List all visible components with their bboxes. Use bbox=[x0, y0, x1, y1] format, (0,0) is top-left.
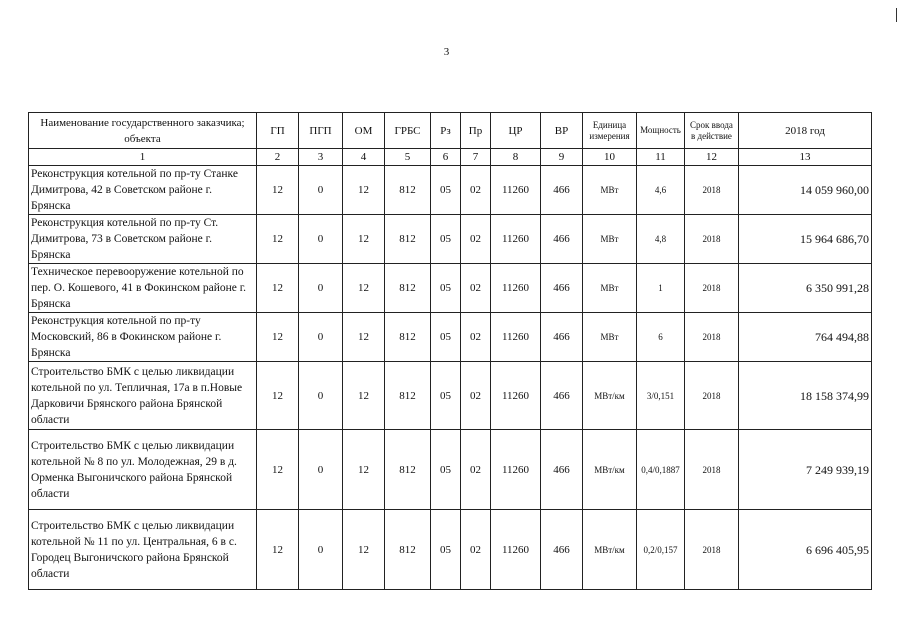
pr-cell: 02 bbox=[461, 264, 491, 313]
header-cell-year-2018: 2018 год bbox=[739, 113, 872, 149]
pr-cell: 02 bbox=[461, 215, 491, 264]
scan-edge-mark bbox=[896, 8, 897, 22]
year-cell: 2018 bbox=[685, 264, 739, 313]
header-cell-pr: Пр bbox=[461, 113, 491, 149]
column-number-row bbox=[29, 149, 872, 166]
column-number: 9 bbox=[541, 149, 583, 166]
table-row bbox=[29, 313, 872, 362]
power-cell: 0,4/0,1887 bbox=[637, 430, 685, 510]
column-number: 12 bbox=[685, 149, 739, 166]
cr-cell: 11260 bbox=[491, 510, 541, 590]
cr-cell: 11260 bbox=[491, 313, 541, 362]
gp-cell: 12 bbox=[257, 510, 299, 590]
unit-cell: МВт bbox=[583, 313, 637, 362]
om-cell: 12 bbox=[343, 510, 385, 590]
gp-cell: 12 bbox=[257, 264, 299, 313]
header-cell-om: ОМ bbox=[343, 113, 385, 149]
column-number: 8 bbox=[491, 149, 541, 166]
header-cell-grbs: ГРБС bbox=[385, 113, 431, 149]
year-cell: 2018 bbox=[685, 510, 739, 590]
header-cell-rz: Рз bbox=[431, 113, 461, 149]
header-cell-vr: ВР bbox=[541, 113, 583, 149]
pgp-cell: 0 bbox=[299, 313, 343, 362]
year-cell: 2018 bbox=[685, 362, 739, 430]
table-row bbox=[29, 215, 872, 264]
column-number: 4 bbox=[343, 149, 385, 166]
column-number: 11 bbox=[637, 149, 685, 166]
vr-cell: 466 bbox=[541, 166, 583, 215]
grbs-cell: 812 bbox=[385, 313, 431, 362]
vr-cell: 466 bbox=[541, 362, 583, 430]
year-cell: 2018 bbox=[685, 313, 739, 362]
om-cell: 12 bbox=[343, 166, 385, 215]
gp-cell: 12 bbox=[257, 166, 299, 215]
unit-cell: МВт bbox=[583, 264, 637, 313]
pgp-cell: 0 bbox=[299, 510, 343, 590]
table-row bbox=[29, 166, 872, 215]
cr-cell: 11260 bbox=[491, 362, 541, 430]
amount-cell: 764 494,88 bbox=[739, 313, 872, 362]
grbs-cell: 812 bbox=[385, 430, 431, 510]
power-cell: 6 bbox=[637, 313, 685, 362]
pgp-cell: 0 bbox=[299, 430, 343, 510]
page-number: 3 bbox=[443, 46, 450, 58]
vr-cell: 466 bbox=[541, 215, 583, 264]
cr-cell: 11260 bbox=[491, 166, 541, 215]
object-name-cell: Реконструкция котельной по пр-ту Станке Димитрова, 42 в Советском районе г. Брянска bbox=[29, 166, 257, 215]
gp-cell: 12 bbox=[257, 313, 299, 362]
unit-cell: МВт bbox=[583, 215, 637, 264]
column-number: 2 bbox=[257, 149, 299, 166]
pgp-cell: 0 bbox=[299, 264, 343, 313]
power-cell: 1 bbox=[637, 264, 685, 313]
rz-cell: 05 bbox=[431, 510, 461, 590]
cr-cell: 11260 bbox=[491, 215, 541, 264]
pr-cell: 02 bbox=[461, 510, 491, 590]
cr-cell: 11260 bbox=[491, 264, 541, 313]
year-cell: 2018 bbox=[685, 215, 739, 264]
pgp-cell: 0 bbox=[299, 215, 343, 264]
gp-cell: 12 bbox=[257, 215, 299, 264]
table-row bbox=[29, 430, 872, 510]
rz-cell: 05 bbox=[431, 313, 461, 362]
table-row bbox=[29, 264, 872, 313]
header-cell-cr: ЦР bbox=[491, 113, 541, 149]
vr-cell: 466 bbox=[541, 430, 583, 510]
object-name-cell: Техническое перевооружение котельной по пер. О. Кошевого, 41 в Фокинском районе г. Брянска bbox=[29, 264, 257, 313]
amount-cell: 7 249 939,19 bbox=[739, 430, 872, 510]
vr-cell: 466 bbox=[541, 264, 583, 313]
object-name-cell: Строительство БМК с целью ликвидации котельной по ул. Тепличная, 17а в п.Новые Дарковичи Брянского района Брянской области bbox=[29, 362, 257, 430]
grbs-cell: 812 bbox=[385, 362, 431, 430]
grbs-cell: 812 bbox=[385, 264, 431, 313]
om-cell: 12 bbox=[343, 264, 385, 313]
rz-cell: 05 bbox=[431, 264, 461, 313]
amount-cell: 14 059 960,00 bbox=[739, 166, 872, 215]
pr-cell: 02 bbox=[461, 430, 491, 510]
table-row bbox=[29, 362, 872, 430]
header-row bbox=[29, 113, 872, 149]
unit-cell: МВт/км bbox=[583, 510, 637, 590]
header-cell-commissioning: Срок ввода в действие bbox=[685, 113, 739, 149]
header-cell-gp: ГП bbox=[257, 113, 299, 149]
column-number: 7 bbox=[461, 149, 491, 166]
om-cell: 12 bbox=[343, 215, 385, 264]
gp-cell: 12 bbox=[257, 430, 299, 510]
header-cell-power: Мощность bbox=[637, 113, 685, 149]
unit-cell: МВт/км bbox=[583, 362, 637, 430]
year-cell: 2018 bbox=[685, 430, 739, 510]
power-cell: 4,6 bbox=[637, 166, 685, 215]
power-cell: 0,2/0,157 bbox=[637, 510, 685, 590]
vr-cell: 466 bbox=[541, 510, 583, 590]
column-number: 13 bbox=[739, 149, 872, 166]
amount-cell: 6 696 405,95 bbox=[739, 510, 872, 590]
grbs-cell: 812 bbox=[385, 215, 431, 264]
pgp-cell: 0 bbox=[299, 362, 343, 430]
rz-cell: 05 bbox=[431, 166, 461, 215]
amount-cell: 18 158 374,99 bbox=[739, 362, 872, 430]
power-cell: 4,8 bbox=[637, 215, 685, 264]
unit-cell: МВт bbox=[583, 166, 637, 215]
grbs-cell: 812 bbox=[385, 166, 431, 215]
column-number: 10 bbox=[583, 149, 637, 166]
pr-cell: 02 bbox=[461, 166, 491, 215]
object-name-cell: Строительство БМК с целью ликвидации котельной № 11 по ул. Центральная, 6 в с. Городец Выгоничского района Брянской области bbox=[29, 510, 257, 590]
column-number: 1 bbox=[29, 149, 257, 166]
pr-cell: 02 bbox=[461, 362, 491, 430]
column-number: 6 bbox=[431, 149, 461, 166]
grbs-cell: 812 bbox=[385, 510, 431, 590]
unit-cell: МВт/км bbox=[583, 430, 637, 510]
header-cell-pgp: ПГП bbox=[299, 113, 343, 149]
gp-cell: 12 bbox=[257, 362, 299, 430]
amount-cell: 6 350 991,28 bbox=[739, 264, 872, 313]
object-name-cell: Строительство БМК с целью ликвидации котельной № 8 по ул. Молодежная, 29 в д. Орменка Выгоничского района Брянской области bbox=[29, 430, 257, 510]
column-number: 5 bbox=[385, 149, 431, 166]
rz-cell: 05 bbox=[431, 215, 461, 264]
cr-cell: 11260 bbox=[491, 430, 541, 510]
rz-cell: 05 bbox=[431, 430, 461, 510]
om-cell: 12 bbox=[343, 430, 385, 510]
column-number: 3 bbox=[299, 149, 343, 166]
vr-cell: 466 bbox=[541, 313, 583, 362]
amount-cell: 15 964 686,70 bbox=[739, 215, 872, 264]
rz-cell: 05 bbox=[431, 362, 461, 430]
om-cell: 12 bbox=[343, 362, 385, 430]
power-cell: 3/0,151 bbox=[637, 362, 685, 430]
object-name-cell: Реконструкция котельной по пр-ту Ст. Димитрова, 73 в Советском районе г. Брянска bbox=[29, 215, 257, 264]
header-cell-unit: Единица измерения bbox=[583, 113, 637, 149]
year-cell: 2018 bbox=[685, 166, 739, 215]
budget-table bbox=[28, 112, 872, 590]
om-cell: 12 bbox=[343, 313, 385, 362]
object-name-cell: Реконструкция котельной по пр-ту Московский, 86 в Фокинском районе г. Брянска bbox=[29, 313, 257, 362]
pr-cell: 02 bbox=[461, 313, 491, 362]
table-row bbox=[29, 510, 872, 590]
header-cell-name: Наименование государственного заказчика; объекта bbox=[29, 113, 257, 149]
pgp-cell: 0 bbox=[299, 166, 343, 215]
